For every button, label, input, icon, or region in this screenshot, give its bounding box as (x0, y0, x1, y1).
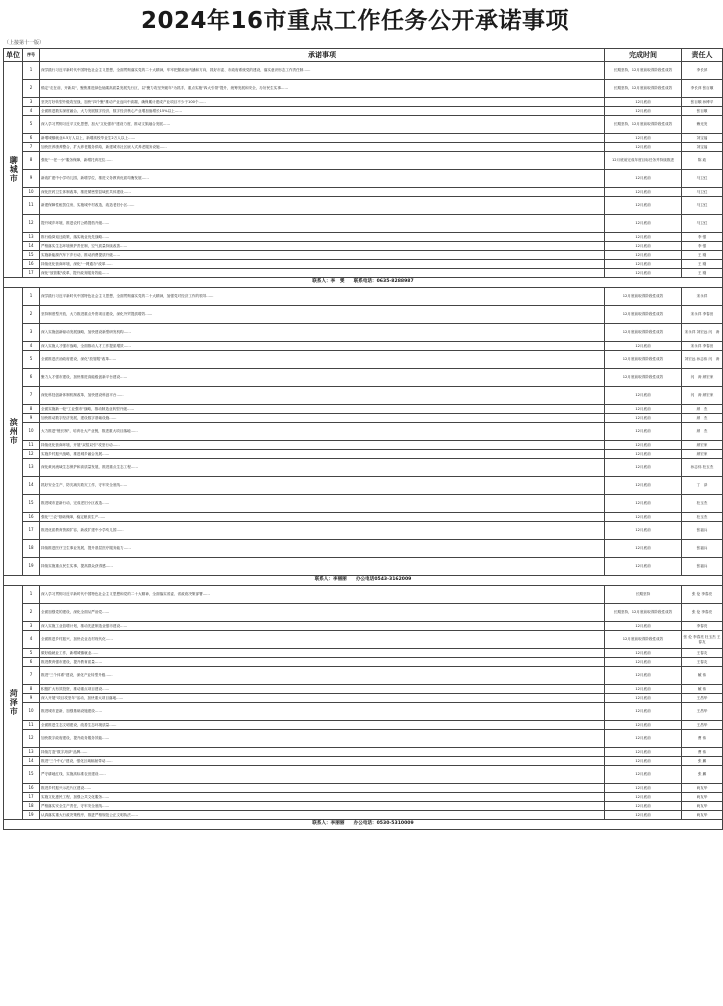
commitment-table (3, 48, 723, 830)
row-item: 全面推进生态文明建设，改善生态环境质量…… (40, 721, 605, 730)
row-item: 深学践行习近平新时代中国特色社会主义思想，全面贯彻落实党的二十大精神，加强党对经济工作的领导…… (40, 288, 605, 306)
row-number: 18 (23, 802, 40, 811)
row-responsible: 尚友华 (682, 811, 723, 820)
unit-cell (4, 288, 23, 576)
table-row (4, 766, 723, 784)
table-row (4, 694, 723, 703)
row-number: 4 (23, 342, 40, 351)
row-item: 新改扩建中小学幼儿园，新增学位，推进义务教育优质均衡发展…… (40, 170, 605, 188)
row-number: 2 (23, 604, 40, 622)
row-time: 12月底前 (605, 793, 682, 802)
row-number: 16 (23, 784, 40, 793)
row-responsible: 张 伦 李春亮 (682, 586, 723, 604)
contact-row (4, 820, 723, 830)
row-responsible: 马卫红 (682, 197, 723, 215)
row-time: 12月底前 (605, 540, 682, 558)
row-number: 3 (23, 324, 40, 342)
row-responsible: 闫 涛 颜宏家 (682, 387, 723, 405)
table-row (4, 441, 723, 450)
row-responsible: 宋永祥 李春田 (682, 342, 723, 351)
row-item: 推进乡村振兴示范片区建设…… (40, 784, 605, 793)
row-number: 15 (23, 251, 40, 260)
row-item: 深化"放管服"改革，提升政务服务效能…… (40, 269, 605, 278)
table-row (4, 414, 723, 423)
row-item: 持续实施重点民生实事，提高群众获得感…… (40, 558, 605, 576)
table-row (4, 351, 723, 369)
table-row (4, 116, 723, 134)
row-item: 积极扩大有效投资，推动重点项目建设…… (40, 685, 605, 694)
row-number: 8 (23, 152, 40, 170)
row-item: 深入实施创新驱动发展战略，加快建设新型研发机构…… (40, 324, 605, 342)
table-row (4, 260, 723, 269)
row-responsible: 颜宏家 (682, 450, 723, 459)
row-time: 12月底前 (605, 649, 682, 658)
row-number: 4 (23, 107, 40, 116)
row-time: 长期坚持，12月底前取得阶段性成效 (605, 604, 682, 622)
row-item: 聚力人才强市建设，加快推进高能级创新平台建设…… (40, 369, 605, 387)
row-item: 深入开展"项目攻坚年"活动，加快重大项目落地…… (40, 694, 605, 703)
row-time: 12月底前 (605, 450, 682, 459)
row-item: 推行稳岗返还政策，落实就业优先战略…… (40, 233, 605, 242)
table-row (4, 748, 723, 757)
row-responsible: 陈 政 (682, 152, 723, 170)
row-number: 3 (23, 622, 40, 631)
table-row (4, 342, 723, 351)
row-item: 实施文化惠民工程，加强公共文化服务…… (40, 793, 605, 802)
row-time: 12月底前完成年度目标任务并持续推进 (605, 152, 682, 170)
row-time: 12月底前 (605, 423, 682, 441)
row-responsible: 王春友 (682, 649, 723, 658)
row-number: 9 (23, 414, 40, 423)
row-item: 推进优质教育资源扩容，新改扩建中小学幼儿园…… (40, 522, 605, 540)
header-item: 承诺事项 (40, 49, 605, 62)
row-number: 8 (23, 685, 40, 694)
table-row (4, 658, 723, 667)
row-number: 13 (23, 748, 40, 757)
row-time: 12月底前 (605, 811, 682, 820)
row-item: 大力推进"链长制"，培育壮大产业链，推进重大项目落地…… (40, 423, 605, 441)
row-time: 12月底前 (605, 134, 682, 143)
table-row (4, 667, 723, 685)
table-row (4, 649, 723, 658)
header-unit: 单位 (4, 49, 23, 62)
row-time: 12月底前 (605, 558, 682, 576)
row-responsible: 张 伦 李春亮 (682, 604, 723, 622)
row-responsible: 王 刚 (682, 269, 723, 278)
table-row (4, 631, 723, 649)
row-item: 深学践行习近平新时代中国特色社会主义思想，全面贯彻落实党的二十大精神，牢牢把握政治内涵和方向，抓好市委、市政府系统党的建设，落实意识形态工作责任制…… (40, 62, 605, 80)
table-row (4, 98, 723, 107)
unit-name: 滨州市 (9, 418, 19, 445)
row-number: 12 (23, 215, 40, 233)
row-time: 12月底前 (605, 685, 682, 694)
row-time: 12月底前取得阶段性成效 (605, 324, 682, 342)
table-row (4, 197, 723, 215)
row-responsible: 马卫红 (682, 215, 723, 233)
row-time: 12月底前 (605, 107, 682, 116)
row-item: 坚决打好转型升级攻坚战，加快"四个聚"推动产业迈向中高端，确保累计建成产业项目不少于100个…… (40, 98, 605, 107)
row-number: 10 (23, 188, 40, 197)
row-time: 长期坚持，12月底前取得阶段性成效 (605, 116, 682, 134)
row-responsible: 王 刚 (682, 260, 723, 269)
row-item: 坚持制度型开放，大力推进重点外资项目建设，深化外贸提质增效…… (40, 306, 605, 324)
row-responsible: 王 刚 (682, 251, 723, 260)
row-time: 12月底前 (605, 757, 682, 766)
row-time: 12月底前 (605, 260, 682, 269)
row-number: 14 (23, 757, 40, 766)
row-responsible: 张福兵 (682, 540, 723, 558)
row-number: 11 (23, 441, 40, 450)
row-responsible: 尚友华 (682, 802, 723, 811)
table-row (4, 784, 723, 793)
row-item: 认真落实重大行政决策程序，推进严格规范公正文明执法…… (40, 811, 605, 820)
row-time: 12月底前 (605, 143, 682, 152)
row-responsible: 张福兵 (682, 522, 723, 540)
contact-info: 联系人：李丽丽 办公电话：0530-5310009 (4, 820, 723, 830)
row-number: 17 (23, 269, 40, 278)
row-responsible: 李 强 (682, 233, 723, 242)
row-number: 11 (23, 197, 40, 215)
row-responsible: 张 伦 李春亮 杜玉杰 王春友 (682, 631, 723, 649)
row-responsible: 宋永祥 (682, 288, 723, 306)
table-row (4, 757, 723, 766)
row-responsible: 杜玉杰 (682, 495, 723, 513)
row-responsible: 李 强 (682, 242, 723, 251)
table-row (4, 685, 723, 694)
row-responsible: 王春友 (682, 658, 723, 667)
contact-row (4, 576, 723, 586)
row-time: 12月底前 (605, 802, 682, 811)
row-number: 6 (23, 134, 40, 143)
row-number: 6 (23, 658, 40, 667)
header-time: 完成时间 (605, 49, 682, 62)
table-row (4, 459, 723, 477)
row-time: 12月底前 (605, 513, 682, 522)
table-row (4, 604, 723, 622)
contact-row (4, 278, 723, 288)
row-item: 持续推进医疗卫生事业发展，提升基层医疗服务能力…… (40, 540, 605, 558)
unit-cell (4, 586, 23, 820)
table-row (4, 622, 723, 631)
row-responsible: 臧 伟 (682, 667, 723, 685)
row-number: 9 (23, 694, 40, 703)
table-row (4, 152, 723, 170)
row-number: 2 (23, 306, 40, 324)
row-number: 5 (23, 649, 40, 658)
row-responsible: 张百顺 孙博平 (682, 98, 723, 107)
row-time: 12月底前 (605, 414, 682, 423)
row-item: 全面推进数实深度融合，大力发展数字经济，数字经济核心产业增加值增长15%以上…… (40, 107, 605, 116)
row-number: 15 (23, 495, 40, 513)
row-number: 9 (23, 170, 40, 188)
table-row (4, 80, 723, 98)
row-item: 强化"一老一小"服务保障，新增托育托位…… (40, 152, 605, 170)
row-item: 深入实施人才强市战略，全面推动人才工作提质增效…… (40, 342, 605, 351)
contact-info: 联系人：李 雯 联系电话：0635-8288987 (4, 278, 723, 288)
row-item: 实施乡村振兴战略，推进城乡融合发展…… (40, 450, 605, 459)
page (0, 6, 721, 1006)
table-row (4, 134, 723, 143)
row-responsible: 李春亮 (682, 622, 723, 631)
table-row (4, 721, 723, 730)
row-responsible: 王昌华 (682, 721, 723, 730)
row-responsible: 赖光发 (682, 116, 723, 134)
row-number: 6 (23, 369, 40, 387)
row-item: 抓好安全生产、防灾减灾救灾工作，守牢安全底线…… (40, 477, 605, 495)
row-number: 16 (23, 260, 40, 269)
row-time: 12月底前 (605, 269, 682, 278)
table-row (4, 423, 723, 441)
table-row (4, 522, 723, 540)
row-time: 12月底前 (605, 251, 682, 260)
row-item: 深化医药卫生体制改革，推进紧密型县域医共体建设…… (40, 188, 605, 197)
table-row (4, 233, 723, 242)
row-responsible: 曹 伟 (682, 730, 723, 748)
row-number: 17 (23, 522, 40, 540)
row-time: 12月底前 (605, 188, 682, 197)
row-time: 12月底前 (605, 622, 682, 631)
row-number: 7 (23, 667, 40, 685)
row-responsible: 刘宝福 (682, 134, 723, 143)
row-item: 深入学习贯彻习近平新时代中国特色社会主义思想和党的二十大精神，全面落实省委、省政府决策部署…… (40, 586, 605, 604)
row-item: 全面实施新一轮"工业强市"战略，推动制造业转型升级…… (40, 405, 605, 414)
row-responsible: 张 鹏 (682, 757, 723, 766)
row-item: 提升城乡环境，推进农村公路提档升级…… (40, 215, 605, 233)
table-row (4, 730, 723, 748)
row-responsible: 李长萍 张百顺 (682, 80, 723, 98)
row-number: 18 (23, 540, 40, 558)
row-number: 3 (23, 98, 40, 107)
table-row (4, 450, 723, 459)
row-item: 强化"三农"基础保障，稳定粮食生产…… (40, 513, 605, 522)
row-time: 12月底前 (605, 170, 682, 188)
row-time: 12月底前 (605, 667, 682, 685)
row-responsible: 丁 泽 (682, 477, 723, 495)
row-item: 加快推动数字经济发展，建设数字基础设施…… (40, 414, 605, 423)
row-responsible: 刘宏远 孙志伟 闫 涛 (682, 351, 723, 369)
row-responsible: 曹 伟 (682, 748, 723, 757)
table-row (4, 288, 723, 306)
header-resp: 责任人 (682, 49, 723, 62)
row-responsible: 王昌华 (682, 703, 723, 721)
row-item: 深化科技创新体制机制改革，加快建设科创平台…… (40, 387, 605, 405)
table-row (4, 251, 723, 260)
row-time: 12月底前 (605, 459, 682, 477)
table-row (4, 242, 723, 251)
table-row (4, 143, 723, 152)
row-number: 1 (23, 586, 40, 604)
row-number: 2 (23, 80, 40, 98)
row-responsible: 臧 伟 (682, 685, 723, 694)
row-time: 12月底前取得阶段性成效 (605, 369, 682, 387)
table-row (4, 170, 723, 188)
row-item: 全面推进法治政府建设，深化"放管服"改革…… (40, 351, 605, 369)
row-number: 19 (23, 558, 40, 576)
row-responsible: 张 鹏 (682, 766, 723, 784)
row-responsible: 宋永祥 李春田 (682, 306, 723, 324)
row-item: 全面加强党的建设，深化全面从严治党…… (40, 604, 605, 622)
row-time: 12月底前 (605, 342, 682, 351)
row-number: 7 (23, 143, 40, 152)
row-time: 12月底前 (605, 477, 682, 495)
row-responsible: 杜玉杰 (682, 513, 723, 522)
row-item: 推进教育强市建设，提升教育质量…… (40, 658, 605, 667)
row-time: 12月底前 (605, 522, 682, 540)
row-time: 长期坚持 (605, 586, 682, 604)
continuation-note: （上接第十一版） (4, 40, 45, 46)
row-item: 加快医养康养整合，扩大养老服务供给，新建城市社区嵌入式养老服务设施…… (40, 143, 605, 152)
row-number: 4 (23, 631, 40, 649)
row-responsible: 尚友华 (682, 784, 723, 793)
row-number: 16 (23, 513, 40, 522)
row-time: 12月底前 (605, 784, 682, 793)
row-responsible: 颜宏家 (682, 441, 723, 450)
row-number: 5 (23, 116, 40, 134)
row-time: 12月底前 (605, 233, 682, 242)
row-responsible: 张百顺 (682, 107, 723, 116)
table-row (4, 586, 723, 604)
row-time: 12月底前 (605, 495, 682, 513)
row-time: 12月底前 (605, 242, 682, 251)
table-row (4, 802, 723, 811)
row-responsible: 尚友华 (682, 793, 723, 802)
table-row (4, 62, 723, 80)
row-number: 10 (23, 703, 40, 721)
unit-cell (4, 62, 23, 278)
row-responsible: 颜 杰 (682, 423, 723, 441)
table-row (4, 477, 723, 495)
row-item: 持续优化营商环境，开展"双招双引"攻坚行动…… (40, 441, 605, 450)
unit-name: 聊城市 (9, 156, 19, 183)
row-number: 5 (23, 351, 40, 369)
row-number: 8 (23, 405, 40, 414)
row-item: 持续打造"数字菏泽"品牌…… (40, 748, 605, 757)
row-time: 12月底前取得阶段性成效 (605, 351, 682, 369)
row-number: 19 (23, 811, 40, 820)
row-time: 12月底前 (605, 405, 682, 414)
table-row (4, 107, 723, 116)
row-responsible: 闫 涛 颜宏家 (682, 369, 723, 387)
row-time: 12月底前取得阶段性成效 (605, 288, 682, 306)
table-row (4, 703, 723, 721)
row-item: 推进"三个中心"建设，强化区域辐射带动…… (40, 757, 605, 766)
contact-info: 联系人：李丽丽 办公电话0543-3162009 (4, 576, 723, 586)
row-responsible: 宋永祥 刘宏远 闫 涛 (682, 324, 723, 342)
row-responsible: 张福兵 (682, 558, 723, 576)
table-row (4, 513, 723, 522)
row-item: 深化黄河流域生态保护和高质量发展，推进重点生态工程…… (40, 459, 605, 477)
table-row (4, 324, 723, 342)
row-time: 12月底前 (605, 98, 682, 107)
row-time: 长期坚持，12月底前取得阶段性成效 (605, 80, 682, 98)
row-time: 12月底前 (605, 658, 682, 667)
row-number: 1 (23, 62, 40, 80)
row-time: 12月底前 (605, 694, 682, 703)
row-item: 推进"三个体系"建设，深化产业转型升级…… (40, 667, 605, 685)
row-item: 推进城市更新，加强基础设施建设…… (40, 703, 605, 721)
row-time: 12月底前 (605, 703, 682, 721)
row-responsible: 颜 杰 (682, 405, 723, 414)
row-responsible: 颜 杰 (682, 414, 723, 423)
row-time: 12月底前 (605, 748, 682, 757)
row-number: 10 (23, 423, 40, 441)
row-item: 深入学习贯彻习近平文化思想，加大"文化强市"建设力度，推动文旅融合发展…… (40, 116, 605, 134)
row-responsible: 王昌华 (682, 694, 723, 703)
row-number: 14 (23, 477, 40, 495)
row-item: 实施新能源汽车下乡行动，推动消费提质升级…… (40, 251, 605, 260)
row-item: 新增城镇就业4.5万人以上，新增高校毕业生2万人以上…… (40, 134, 605, 143)
row-responsible: 马卫红 (682, 188, 723, 197)
table-row (4, 405, 723, 414)
table-row (4, 558, 723, 576)
unit-name: 菏泽市 (9, 689, 19, 716)
table-row (4, 387, 723, 405)
row-number: 13 (23, 233, 40, 242)
row-number: 17 (23, 793, 40, 802)
table-header-row (4, 49, 723, 62)
row-number: 1 (23, 288, 40, 306)
header-no: 序号 (23, 49, 40, 62)
table-row (4, 495, 723, 513)
table-row (4, 215, 723, 233)
row-time: 12月底前 (605, 215, 682, 233)
row-item: 严格落实安全生产责任，守牢安全底线…… (40, 802, 605, 811)
row-time: 12月底前取得阶段性成效 (605, 306, 682, 324)
row-number: 12 (23, 730, 40, 748)
row-responsible: 孙志伟 杜玉杰 (682, 459, 723, 477)
row-number: 13 (23, 459, 40, 477)
row-time: 12月底前 (605, 387, 682, 405)
row-time: 长期坚持，12月底前取得阶段性成效 (605, 62, 682, 80)
table-row (4, 793, 723, 802)
row-number: 14 (23, 242, 40, 251)
row-item: 严格落实生态环境保护责任制，空气质量持续改善…… (40, 242, 605, 251)
row-time: 12月底前 (605, 197, 682, 215)
row-time: 12月底前取得阶段性成效 (605, 631, 682, 649)
row-item: 严守耕地红线，实施高标准农田建设…… (40, 766, 605, 784)
row-time: 12月底前 (605, 730, 682, 748)
table-row (4, 306, 723, 324)
row-number: 7 (23, 387, 40, 405)
row-responsible: 马卫红 (682, 170, 723, 188)
row-item: 锚定"走在前，开新局"，聚焦推进绿色低碳高质量发展先行区，以"聚力攻坚突破年"为抓手，重点实施"四大引领"提升，统筹发展和安全，办好民生实事…… (40, 80, 605, 98)
row-item: 深入实施工业倍增计划，推动先进制造业强市建设…… (40, 622, 605, 631)
row-time: 12月底前 (605, 721, 682, 730)
table-body (4, 62, 723, 830)
table-row (4, 269, 723, 278)
row-responsible: 李长萍 (682, 62, 723, 80)
row-time: 12月底前 (605, 766, 682, 784)
row-item: 持续优化营商环境，深化"一网通办"改革…… (40, 260, 605, 269)
row-item: 加快数字政府建设，提升政务服务效能…… (40, 730, 605, 748)
table-row (4, 540, 723, 558)
table-row (4, 188, 723, 197)
table-row (4, 369, 723, 387)
row-item: 做好稳就业工作，新增城镇就业…… (40, 649, 605, 658)
row-time: 12月底前 (605, 441, 682, 450)
row-responsible: 刘宝福 (682, 143, 723, 152)
row-number: 11 (23, 721, 40, 730)
row-item: 新建保障性租赁住房，实施城中村改造，改造老旧小区…… (40, 197, 605, 215)
row-number: 15 (23, 766, 40, 784)
row-item: 全面推进乡村振兴，加快农业农村现代化…… (40, 631, 605, 649)
row-number: 12 (23, 450, 40, 459)
table-row (4, 811, 723, 820)
page-title: 2024年16市重点工作任务公开承诺事项 (140, 8, 570, 34)
row-item: 推进城市更新行动，完成老旧小区改造…… (40, 495, 605, 513)
